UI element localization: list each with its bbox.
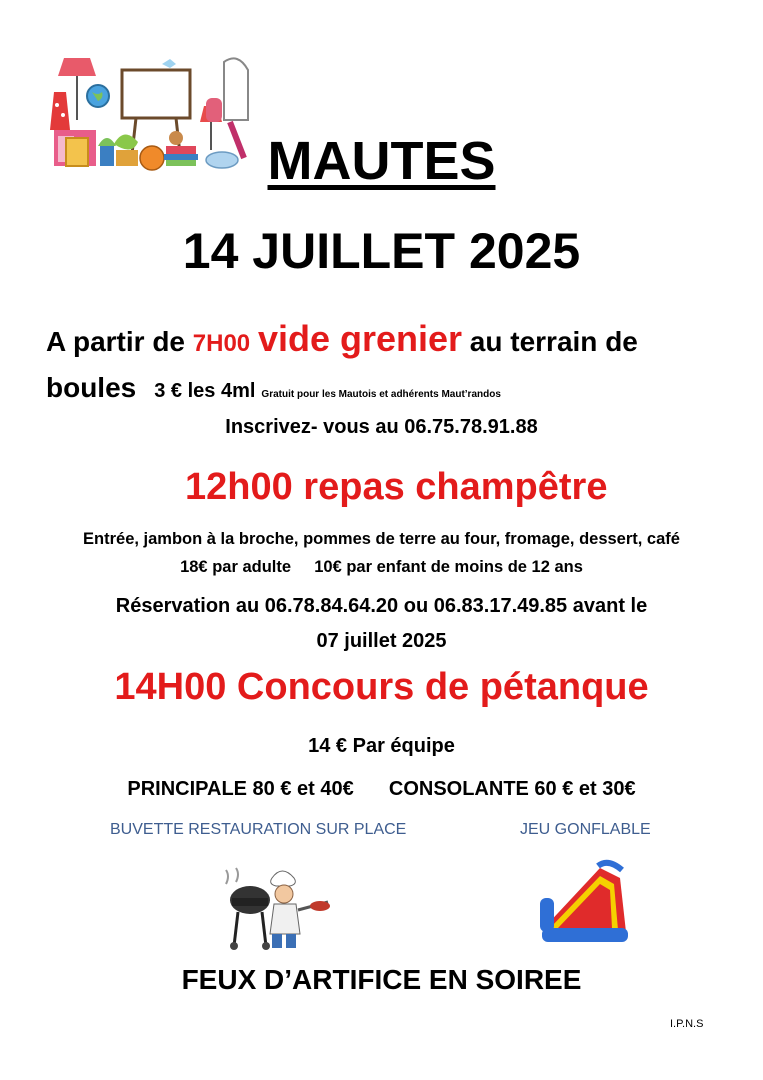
- event-date: 14 JUILLET 2025: [182, 223, 581, 279]
- page-title: MAUTES: [267, 131, 496, 191]
- feux-artifice: FEUX D’ARTIFICE EN SOIREE: [181, 964, 582, 995]
- repas-reservation-date: 07 juillet 2025: [316, 630, 447, 652]
- vide-grenier-prefix: A partir de: [46, 326, 193, 357]
- vide-grenier-name: vide grenier: [257, 318, 463, 359]
- repas-prices: [0, 558, 763, 577]
- vide-grenier-price: 3 € les 4ml: [154, 380, 256, 402]
- petanque-heading: 14H00 Concours de pétanque: [114, 666, 649, 708]
- petanque-principale: PRINCIPALE 80 € et 40€: [127, 778, 354, 800]
- vide-grenier-suffix: au terrain de: [462, 326, 638, 357]
- vide-grenier-line: [46, 318, 638, 360]
- repas-menu: Entrée, jambon à la broche, pommes de terre au four, fromage, dessert, café: [83, 530, 680, 548]
- bouncy-castle-icon: [540, 858, 630, 948]
- buvette-label: BUVETTE RESTAURATION SUR PLACE: [110, 821, 407, 838]
- repas-heading: 12h00 repas champêtre: [185, 466, 608, 508]
- repas-child-price: 10€ par enfant de moins de 12 ans: [314, 558, 583, 576]
- vide-grenier-signup: Inscrivez- vous au 06.75.78.91.88: [225, 416, 538, 438]
- petanque-consolante: CONSOLANTE 60 € et 30€: [388, 778, 636, 800]
- repas-adult-price: 18€ par adulte: [180, 558, 292, 576]
- repas-reservation: Réservation au 06.78.84.64.20 ou 06.83.17.49.85 avant le: [115, 595, 648, 617]
- jeu-gonflable-label: JEU GONFLABLE: [520, 821, 651, 838]
- vide-grenier-place-end: boules: [46, 372, 137, 403]
- petanque-prizes: [0, 778, 763, 801]
- petanque-fee: 14 € Par équipe: [308, 735, 455, 757]
- barbecue-chef-icon: [222, 866, 337, 951]
- footer-ipns: I.P.N.S: [670, 1018, 704, 1030]
- vide-grenier-free-note: Gratuit pour les Mautois et adhérents Maut’randos: [261, 389, 501, 400]
- vide-grenier-time: 7H00: [192, 330, 251, 357]
- vide-grenier-line-2: [46, 372, 501, 404]
